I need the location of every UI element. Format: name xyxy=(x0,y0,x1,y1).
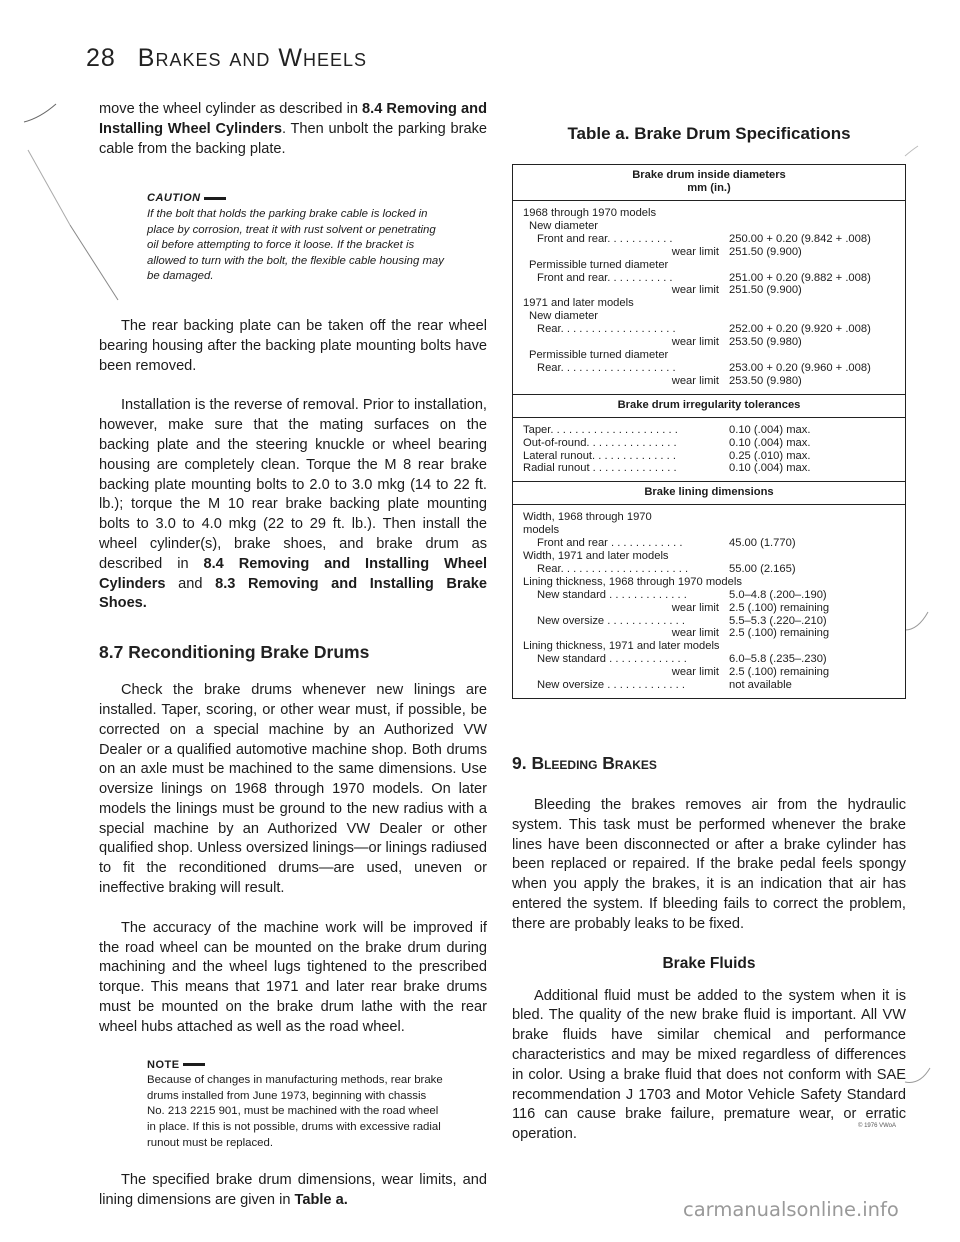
table-cell-value: 251.00 + 0.20 (9.882 + .008) xyxy=(729,271,871,284)
table-row xyxy=(513,297,906,310)
note-box xyxy=(147,1058,447,1152)
table-row xyxy=(513,336,906,349)
table-row xyxy=(513,627,906,640)
table-row xyxy=(513,615,906,628)
table-cell-label: Permissible turned diameter xyxy=(529,348,669,361)
table-row xyxy=(513,666,906,679)
table-cell-label: Width, 1971 and later models xyxy=(523,550,669,563)
table-reference: Table a. xyxy=(294,1192,348,1209)
table-cell-value: 0.25 (.010) max. xyxy=(729,449,811,462)
table-row xyxy=(513,424,906,437)
table-cell-label: Lateral runout. . . . . . . . . . . . . . xyxy=(523,449,676,462)
table-row xyxy=(513,310,906,323)
table-row xyxy=(513,220,906,233)
table-row xyxy=(513,375,906,388)
paragraph: The specified brake drum dimensions, wear limits, and lining dimensions are given in Table a. xyxy=(99,1172,487,1209)
paragraph: The accuracy of the machine work will be improved if the road wheel can be mounted on the brake drum during machining and the wheel lugs tightened to the prescribed torque. This means that 1971 and later rear brake drums must be mounted on the brake drum lathe with the rear wheel hubs attached as well as the road wheel. xyxy=(99,919,487,1035)
table-row xyxy=(513,589,906,602)
table-cell-label: Front and rear. . . . . . . . . . . xyxy=(537,232,673,245)
table-cell-value: 2.5 (.100) remaining xyxy=(729,601,830,614)
paragraph: Bleeding the brakes removes air from the hydraulic system. This task must be performed whenever the brake lines have been disconnected or after a brake cylinder has been replaced or repaired. If the brake pedal feels spongy when you apply the brakes, it is an indication that air has entered the system. If bleeding fails to correct the problem, there are probably leaks to be fixed. xyxy=(512,797,906,932)
caution-box xyxy=(147,191,447,285)
table-cell-value: 0.10 (.004) max. xyxy=(729,462,811,475)
page-header xyxy=(86,44,367,73)
table-cell-label: Taper. . . . . . . . . . . . . . . . . . . . . xyxy=(523,423,678,436)
table-cell-label: wear limit xyxy=(671,374,719,387)
table-row xyxy=(513,602,906,615)
table-section-heading: Brake drum inside diameters mm (in.) xyxy=(513,165,906,201)
table-cell-label: Width, 1968 through 1970 xyxy=(523,511,652,524)
table-row xyxy=(513,207,906,220)
table-cell-label: wear limit xyxy=(671,627,719,640)
table-cell-label: New standard . . . . . . . . . . . . . xyxy=(537,653,687,666)
caution-text: If the bolt that holds the parking brake cable is locked in place by corrosion, treat it with rust solvent or penetrating oil before attempting to force it loose. If the bracket is allowed to turn with the bolt, the flexible cable housing may be damaged. xyxy=(147,207,444,283)
table-row xyxy=(513,349,906,362)
table-cell-value: 251.50 (9.900) xyxy=(729,284,802,297)
table-row xyxy=(513,233,906,246)
table-row xyxy=(513,653,906,666)
table-cell-label: wear limit xyxy=(671,245,719,258)
table-cell-label: Lining thickness, 1968 through 1970 models xyxy=(523,575,742,588)
paragraph: Additional fluid must be added to the system when it is bled. The quality of the new brake fluid is important. All VW brake fluids have similar chemical and performance characteristics and may be mixed regardless of differences in color. Using a brake fluid that does not conform with SAE recommendation J 1703 and Motor Vehicle Safety Standard 116 can cause brake failure, premature wear, or erratic operation. xyxy=(512,987,906,1143)
paragraph: Installation is the reverse of removal. Prior to installation, however, make sure that the mating surfaces on the backing plate and the steering knuckle or wheel bearing housing are completely clean. Torque the M 8 rear brake backing plate mounting bolts to 2.0 to 3.0 mkg (14 to 22 ft. lb.); torque the M 10 rear brake backing plate mounting bolts to 3.0 to 4.0 mkg (22 to 29 ft. lb.). Then install the wheel cylinder(s), brake shoes, and brake drum as described in 8.4 Removing and Installing Wheel Cylinders and 8.3 Removing and Installing Brake Shoes. xyxy=(99,397,488,612)
table-cell-value: 5.5–5.3 (.220–.210) xyxy=(729,614,827,627)
table-cell-label: Lining thickness, 1971 and later models xyxy=(523,640,720,653)
table-row xyxy=(513,437,906,450)
spec-table xyxy=(512,164,906,699)
left-column xyxy=(99,100,487,1231)
table-cell-label: Rear. . . . . . . . . . . . . . . . . . . xyxy=(537,361,676,374)
table-row xyxy=(513,550,906,563)
paragraph: Check the brake drums whenever new linings are installed. Taper, scoring, or other wear must, if possible, be corrected on a special machine by an Authorized VW Dealer or a qualified automotive machine shop. Both drums on an axle must be machined to the same dimensions. Use oversize linings on 1968 through 1970 models. On later models the linings must be ground to the new radius with a special machine by an Authorized VW Dealer or other qualified shop. Unless oversized linings—or linings radiused to fit the reconditioned drums—are used, uneven or ineffective braking will result. xyxy=(99,682,487,897)
table-cell-label: New standard . . . . . . . . . . . . . xyxy=(537,588,687,601)
right-column xyxy=(512,112,906,1165)
table-cell-label: wear limit xyxy=(671,336,719,349)
table-section-heading: Brake lining dimensions xyxy=(513,482,906,505)
note-text: Because of changes in manufacturing methods, rear brake drums installed from June 1973, beginning with chassis No. 213 2215 901, must be machined with the road wheel in place. If this is not possible, drums with excessive radial runout must be replaced. xyxy=(147,1074,443,1149)
table-cell-label: New diameter xyxy=(529,219,599,232)
table-cell-label: Front and rear. . . . . . . . . . . xyxy=(537,271,673,284)
table-row xyxy=(513,284,906,297)
paragraph: move the wheel cylinder as described in 8.4 Removing and Installing Wheel Cylinders. Then unbolt the parking brake cable from the backing plate. xyxy=(99,101,487,157)
paragraph: The rear backing plate can be taken off the rear wheel bearing housing after the backing plate mounting bolts have been removed. xyxy=(99,317,487,374)
table-row xyxy=(513,524,906,537)
table-title: Table a. Brake Drum Specifications xyxy=(567,124,851,143)
table-cell-value: 0.10 (.004) max. xyxy=(729,423,811,436)
table-section-heading: Brake drum irregularity tolerances xyxy=(513,394,906,417)
table-cell-value: 2.5 (.100) remaining xyxy=(729,627,830,640)
table-row xyxy=(513,576,906,589)
table-cell-label: Out-of-round. . . . . . . . . . . . . . . xyxy=(523,436,677,449)
table-cell-value: 0.10 (.004) max. xyxy=(729,436,811,449)
table-cell-label: wear limit xyxy=(671,284,719,297)
table-cell-value: 250.00 + 0.20 (9.842 + .008) xyxy=(729,232,871,245)
table-row xyxy=(513,679,906,692)
table-cell-value: 55.00 (2.165) xyxy=(729,562,796,575)
table-cell-label: Permissible turned diameter xyxy=(529,258,669,271)
table-cell-label: New diameter xyxy=(529,310,599,323)
table-row xyxy=(513,563,906,576)
subsection-heading: Brake Fluids xyxy=(662,954,756,972)
table-row xyxy=(513,537,906,550)
table-cell-label: Front and rear . . . . . . . . . . . . xyxy=(537,537,683,550)
table-row xyxy=(513,362,906,375)
table-cell-label: Radial runout . . . . . . . . . . . . . . xyxy=(523,462,677,475)
cross-reference: 8.4 Removing and Installing Wheel Cylinders xyxy=(99,555,488,592)
table-cell-value: 252.00 + 0.20 (9.920 + .008) xyxy=(729,323,871,336)
table-row xyxy=(513,323,906,336)
table-cell-label: New oversize . . . . . . . . . . . . . xyxy=(537,614,685,627)
section-heading: 8.7 Reconditioning Brake Drums xyxy=(99,642,370,663)
table-cell-value: 45.00 (1.770) xyxy=(729,537,796,550)
page-number: 28 xyxy=(86,44,116,72)
table-cell-label: 1971 and later models xyxy=(523,297,634,310)
cross-reference: 8.3 Removing and Installing Brake Shoes. xyxy=(99,575,487,612)
table-cell-label: Rear. . . . . . . . . . . . . . . . . . . xyxy=(537,323,676,336)
table-row xyxy=(513,640,906,653)
chapter-title: Brakes and Wheels xyxy=(137,44,367,72)
table-cell-value: 253.50 (9.980) xyxy=(729,374,802,387)
table-row xyxy=(513,462,906,475)
table-row xyxy=(513,511,906,524)
table-row xyxy=(513,450,906,463)
table-cell-label: wear limit xyxy=(671,601,719,614)
table-row xyxy=(513,259,906,272)
caution-label: CAUTION xyxy=(147,191,447,207)
table-cell-label: Rear. . . . . . . . . . . . . . . . . . . . . xyxy=(537,562,689,575)
main-heading: 9. Bleeding Brakes xyxy=(512,753,657,773)
table-cell-value: 2.5 (.100) remaining xyxy=(729,666,830,679)
table-row xyxy=(513,246,906,259)
note-label: NOTE xyxy=(147,1058,447,1074)
table-row xyxy=(513,272,906,285)
table-cell-value: not available xyxy=(729,679,792,692)
table-cell-value: 5.0–4.8 (.200–.190) xyxy=(729,588,827,601)
table-cell-value: 253.50 (9.980) xyxy=(729,336,802,349)
table-cell-label: 1968 through 1970 models xyxy=(523,207,657,219)
table-cell-label: New oversize . . . . . . . . . . . . . xyxy=(537,679,685,692)
table-cell-value: 253.00 + 0.20 (9.960 + .008) xyxy=(729,361,871,374)
watermark: carmanualsonline.info xyxy=(683,1198,899,1221)
copyright-notice: © 1976 VWoA xyxy=(858,1123,896,1129)
table-cell-label: wear limit xyxy=(671,666,719,679)
table-cell-label: models xyxy=(523,524,560,537)
table-cell-value: 6.0–5.8 (.235–.230) xyxy=(729,653,827,666)
table-cell-value: 251.50 (9.900) xyxy=(729,245,802,258)
cross-reference: 8.4 Removing and Installing Wheel Cylinders xyxy=(99,101,487,137)
